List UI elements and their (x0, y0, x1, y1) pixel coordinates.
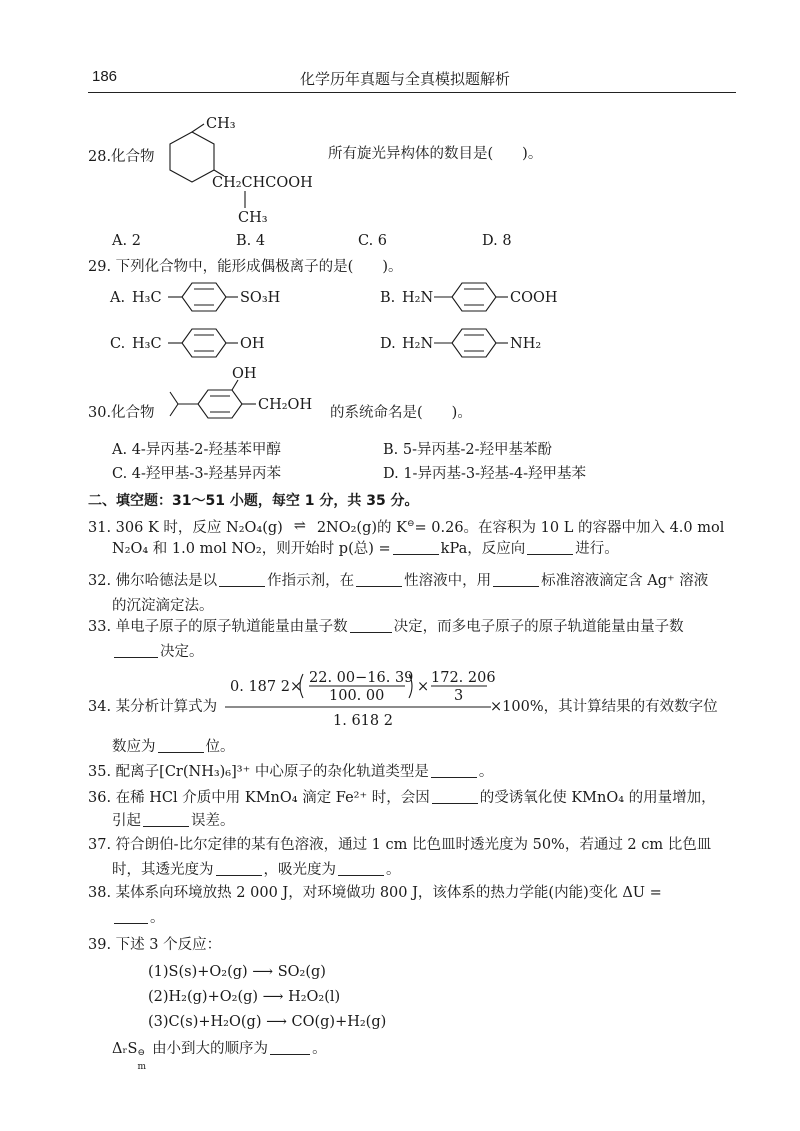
q34-denominator: 1. 618 2 (333, 713, 393, 729)
q33-line1: 33. 单电子原子的原子轨道能量由量子数 决定，而多电子原子的原子轨道能量由量子数 (88, 619, 684, 635)
q28-option-c: C. 6 (358, 233, 388, 249)
q31-blank-2[interactable] (527, 540, 573, 555)
ch3-bottom: CH₃ (238, 210, 268, 226)
benzene-ring-icon (452, 329, 496, 357)
q34-coefficient: 0. 187 2× (230, 679, 303, 695)
page-number: 186 (92, 68, 118, 85)
q34-formula (225, 664, 495, 734)
svg-text:OH: OH (240, 336, 265, 352)
q28-structure-diagram (160, 112, 360, 227)
q28-option-b: B. 4 (236, 233, 266, 249)
benzene-ring-icon (182, 329, 226, 357)
q32-blank-1[interactable] (219, 572, 265, 587)
q28-suffix: 所有旋光异构体的数目是( )。 (328, 146, 543, 162)
svg-text:H₃C: H₃C (132, 290, 162, 306)
svg-text:A.: A. (110, 290, 126, 306)
q34-frac2-den: 3 (454, 688, 464, 704)
q34-frac1-den: 100. 00 (329, 688, 385, 704)
equilibrium-arrow-icon: ⇌ (293, 517, 306, 534)
q31-line1: 31. 306 K 时，反应 N₂O₄(g) ⇌ 2NO₂(g)的 K⊖= 0.26。在容积为 10 L 的容器中加入 4.0 mol (88, 517, 725, 536)
q31-blank-1[interactable] (393, 540, 439, 555)
header-rule (88, 92, 736, 93)
q39-blank[interactable] (270, 1040, 310, 1055)
q38-line2: 。 (112, 908, 165, 928)
q38-blank[interactable] (114, 909, 148, 924)
book-title: 化学历年真题与全真模拟题解析 (300, 71, 511, 88)
svg-text:D.: D. (380, 336, 396, 352)
q29-stem: 29. 下列化合物中，能形成偶极离子的是( )。 (88, 259, 403, 275)
q30-ch2oh: CH₂OH (258, 397, 313, 413)
svg-text:H₂N: H₂N (402, 290, 434, 306)
svg-text:NH₂: NH₂ (510, 336, 542, 352)
q29-option-b-structure (380, 280, 580, 314)
svg-text:H₂N: H₂N (402, 336, 434, 352)
q39-reaction-3: (3)C(s)+H₂O(g) ⟶ CO(g)+H₂(g) (148, 1014, 387, 1030)
q35-line: 35. 配离子[Cr(NH₃)₆]³⁺ 中心原子的杂化轨道类型是 。 (88, 764, 494, 780)
svg-text:B.: B. (380, 290, 396, 306)
q30-option-b: B. 5-异丙基-2-羟甲基苯酚 (383, 442, 553, 458)
q36-blank-1[interactable] (432, 789, 478, 804)
q31-line2: N₂O₄ 和 1.0 mol NO₂，则开始时 p(总) = kPa，反应向 进行。 (112, 541, 619, 557)
q33-blank-1[interactable] (350, 618, 392, 633)
q29-option-d-structure (380, 326, 580, 360)
q28-option-a: A. 2 (112, 233, 141, 249)
q32-line1: 32. 佛尔哈德法是以 作指示剂，在 性溶液中，用 标准溶液滴定含 Ag⁺ 溶液 (88, 573, 709, 589)
q28-prefix: 28.化合物 (88, 149, 155, 165)
q30-prefix: 30.化合物 (88, 405, 155, 421)
q32-line2: 的沉淀滴定法。 (112, 598, 214, 614)
section-heading: 二、填空题：31～51 小题，每空 1 分，共 35 分。 (88, 493, 419, 509)
reaction-arrow-icon: ⟶ (258, 989, 289, 1005)
q37-blank-1[interactable] (216, 861, 262, 876)
q34-line2: 数应为 位。 (112, 739, 235, 755)
q33-line2: 决定。 (112, 642, 204, 662)
q33-blank-2[interactable] (114, 643, 158, 658)
reaction-arrow-icon: ⟶ (247, 964, 278, 980)
q34-prefix: 34. 某分析计算式为 (88, 699, 218, 715)
q29-option-c-structure (110, 326, 310, 360)
reaction-arrow-icon: ⟶ (261, 1014, 292, 1030)
q39-tail: ΔᵣS ⊖ m 由小到大的顺序为 。 (112, 1041, 327, 1072)
ch3-top: CH₃ (206, 116, 236, 132)
q36-line1: 36. 在稀 HCl 介质中用 KMnO₄ 滴定 Fe²⁺ 时，会因 的受诱氧化使 KMnO₄ 的用量增加， (88, 790, 716, 806)
q36-line2: 引起 误差。 (112, 813, 235, 829)
benzene-ring-icon (182, 283, 226, 311)
svg-text:H₃C: H₃C (132, 336, 162, 352)
q38-line1: 38. 某体系向环境放热 2 000 J，对环境做功 800 J，该体系的热力学能(内能)变化 ΔU = (88, 885, 662, 901)
bond-to-ch3 (192, 124, 204, 132)
q34-suffix: ×100%，其计算结果的有效数字位 (490, 699, 718, 715)
q37-blank-2[interactable] (338, 861, 384, 876)
cyclohexane-ring (170, 132, 214, 182)
q39-reaction-2: (2)H₂(g)+O₂(g) ⟶ H₂O₂(l) (148, 989, 341, 1005)
svg-text:SO₃H: SO₃H (240, 290, 281, 306)
svg-text:C.: C. (110, 336, 126, 352)
q39-stem: 39. 下述 3 个反应： (88, 937, 222, 953)
q34-blank[interactable] (158, 738, 204, 753)
q32-blank-3[interactable] (493, 572, 539, 587)
q36-blank-2[interactable] (143, 812, 189, 827)
side-chain: CH₂CHCOOH (212, 175, 313, 191)
svg-text:COOH: COOH (510, 290, 558, 306)
svg-text:×: × (417, 679, 430, 695)
q30-option-d: D. 1-异丙基-3-羟基-4-羟甲基苯 (383, 466, 586, 482)
q37-line2: 时，其透光度为 ，吸光度为 。 (112, 862, 401, 878)
q28-option-d: D. 8 (482, 233, 512, 249)
q35-blank[interactable] (431, 763, 477, 778)
q34-frac2-num: 172. 206 (431, 670, 496, 686)
isopropyl-group (170, 392, 178, 416)
q30-suffix: 的系统命名是( )。 (330, 405, 472, 421)
q32-blank-2[interactable] (356, 572, 402, 587)
q37-line1: 37. 符合朗伯-比尔定律的某有色溶液，通过 1 cm 比色皿时透光度为 50%，若通过 2 cm 比色皿 (88, 837, 712, 853)
benzene-ring-icon (452, 283, 496, 311)
q30-option-a: A. 4-异丙基-2-羟基苯甲醇 (112, 442, 281, 458)
benzene-ring-icon (198, 390, 242, 418)
q29-option-a-structure (110, 280, 310, 314)
q39-reaction-1: (1)S(s)+O₂(g) ⟶ SO₂(g) (148, 964, 326, 980)
q34-frac1-num: 22. 00−16. 39 (309, 670, 414, 686)
q30-oh: OH (232, 366, 257, 382)
q30-option-c: C. 4-羟甲基-3-羟基异丙苯 (112, 466, 281, 482)
